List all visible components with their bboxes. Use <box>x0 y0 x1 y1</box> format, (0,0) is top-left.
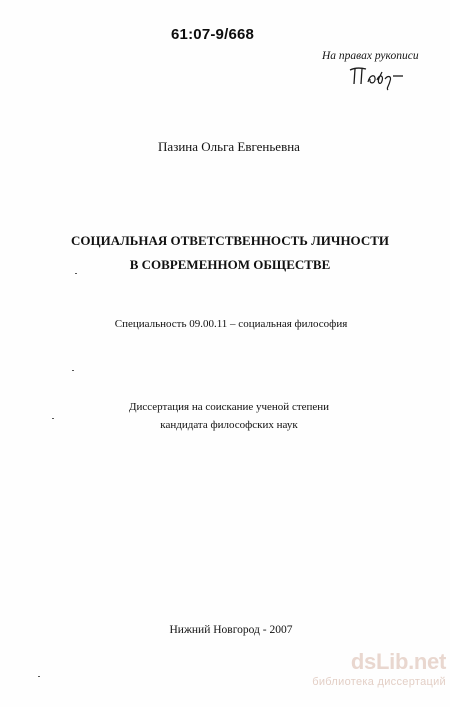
scan-speck <box>72 370 74 371</box>
degree-line-2: кандидата философских наук <box>160 419 298 431</box>
signature-icon <box>346 62 406 92</box>
scan-speck <box>38 676 40 677</box>
specialty-line: Специальность 09.00.11 – социальная философия <box>114 318 348 330</box>
watermark-subtitle: библиотека диссертаций <box>312 676 446 688</box>
scan-speck <box>75 273 77 274</box>
watermark <box>268 651 446 689</box>
rights-note: На правах рукописи <box>322 50 419 62</box>
city-year: Нижний Новгород - 2007 <box>169 624 293 636</box>
dissertation-title <box>0 229 450 277</box>
degree-line-1: Диссертация на соискание ученой степени <box>128 401 330 413</box>
title-line-1: СОЦИАЛЬНАЯ ОТВЕТСТВЕННОСТЬ ЛИЧНОСТИ <box>70 233 390 248</box>
handwritten-signature <box>346 62 406 92</box>
author-name: Пазина Ольга Евгеньевна <box>158 139 300 154</box>
degree-statement <box>0 398 450 434</box>
title-line-2: В СОВРЕМЕННОМ ОБЩЕСТВЕ <box>129 257 331 272</box>
scan-speck <box>52 418 54 419</box>
watermark-logo: dsLib.net <box>350 649 446 674</box>
archive-stamp: 61:07-9/668 <box>171 26 255 43</box>
